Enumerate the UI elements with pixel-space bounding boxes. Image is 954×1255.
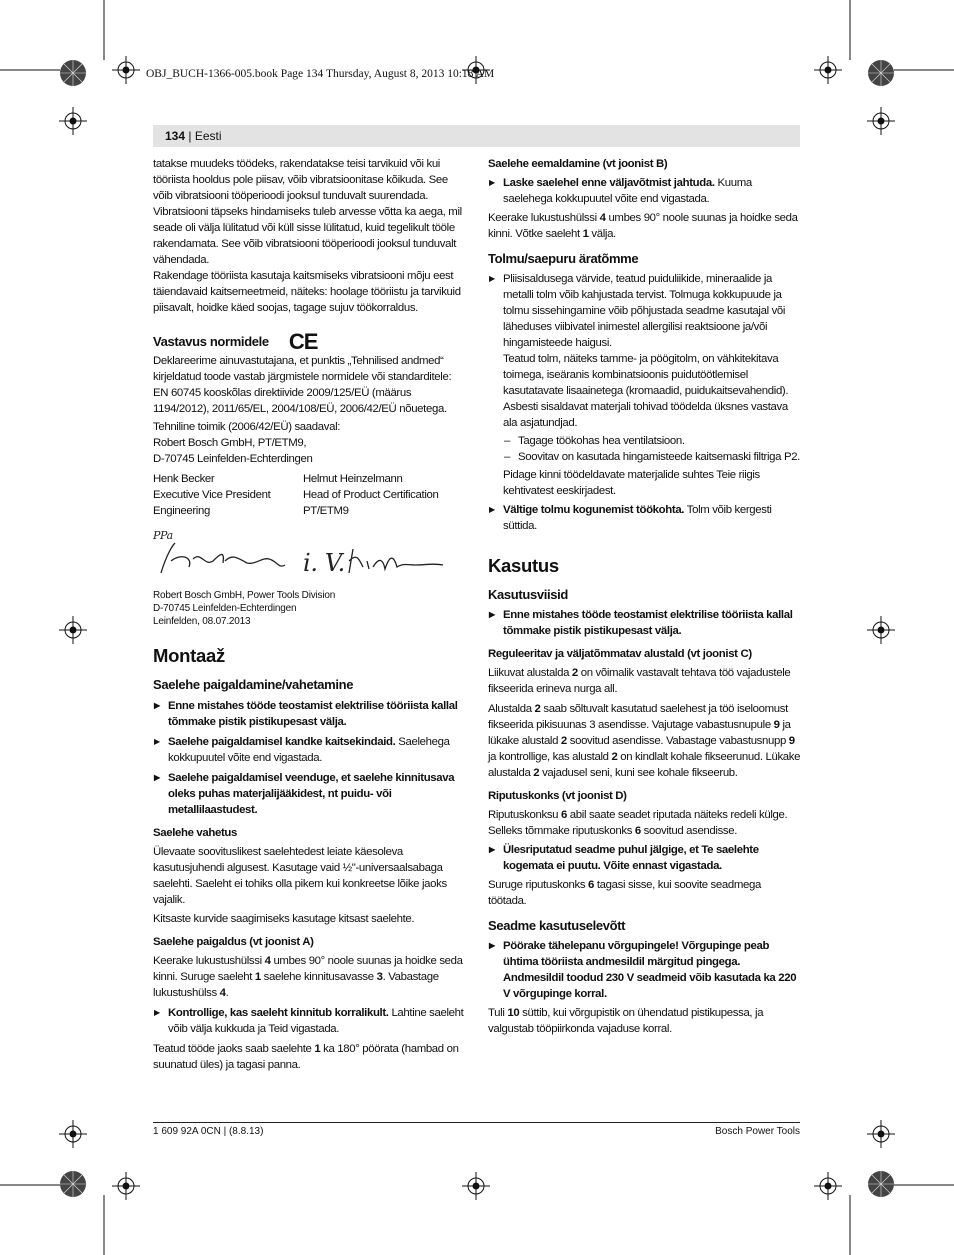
ppa-text: PPa [153, 529, 173, 542]
text-run: . Vabastage lukustushülss [153, 971, 439, 999]
warning-voltage: ▶ Pöörake tähelepanu võrgupingele! Võrgupinge peab ühtima tööriista andmesildil märgitud pingega. Andmesildil toodud 230 V seadmeid võib kasutada ka 220 V võrgupinge korral. [488, 938, 801, 1002]
warning-check-blade-rest: Lahtine saeleht võib välja kukkuda ja Teid vigastada. [168, 1007, 464, 1035]
warning-gloves [153, 734, 465, 766]
operation-modes-heading: Kasutusviisid [488, 587, 568, 602]
dust-tip-ventilation: – Tagage töökohas hea ventilatsioon. [488, 433, 801, 449]
text-run: Keerake lukustushülssi [153, 955, 265, 967]
text-run: süttib, kui võrgupistik on ühendatud pistikupessa, ja valgustab tööpiirkonda vajaduse korral. [488, 1007, 764, 1035]
header-bar [153, 125, 800, 147]
blade-install-heading: Saelehe paigaldamine/vahetamine [153, 677, 354, 692]
ref-num: 2 [571, 667, 578, 679]
text-run: vajadusel seni, kuni see kohale fikseerub. [539, 767, 738, 779]
warning-check-blade [153, 1005, 465, 1037]
warning-dust-bold: Vältige tolmu kogunemist töökohta. [503, 504, 685, 516]
intro-paragraph-2: Vibratsiooni täpseks hindamiseks tuleb arvesse võtta ka aega, mil seade oli välja lülitatud või küll sisse lülitatud, kuid tegelikult tööle rakendamata. See võib vibratsiooni tööperioodi jooksul tunduvalt vähendada. [153, 206, 462, 266]
signatory-right-dept: PT/ETM9 [303, 505, 349, 517]
text-run: soovitud asendisse. [640, 825, 738, 837]
blade-remove-heading: Saelehe eemaldamine (vt joonist B) [488, 158, 668, 170]
startup-heading: Seadme kasutuselevõtt [488, 918, 626, 933]
iv-text: i. V. [303, 549, 345, 577]
dust-extraction-heading: Tolmu/saepuru äratõmme [488, 251, 639, 266]
conformity-title: Vastavus normidele [153, 334, 269, 349]
blade-rotate-text [153, 1041, 465, 1073]
warning-cool-blade [488, 175, 801, 207]
intro-paragraph-1: tatakse muudeks töödeks, rakendatakse teisi tarvikuid või kui tööriista hooldus pole piisav, võib vibratsioonitase kõikuda. See võib vibratsiooni tööperioodi jooksul tunduvalt suurendada. [153, 158, 448, 202]
dust-carcinogen-text: Teatud tolm, näiteks tamme- ja pöögitolm, on vähkitekitava toimega, iseäranis kombinatsioonis puidutöötlemisel kasutatavate lisaainetega (kromaadid, puidukaitsevahendid). Asbesti sisaldavat materjali tohivad töödelda üksnes vastava ala asjatundjad. [503, 353, 789, 429]
dust-regulations: Pidage kinni töödeldavate materjalide suhtes Teie riigis kehtivatest eeskirjadest. [503, 469, 760, 497]
company-line-2: D-70745 Leinfelden-Echterdingen [153, 603, 297, 614]
warning-hook: ▶ Ülesriputatud seadme puhul jälgige, et Te saelehte kogemata ei puutu. Võite ennast vigastada. [488, 842, 801, 874]
page-number: 134 [165, 129, 186, 143]
blade-remove-text [488, 210, 801, 242]
ref-num: 10 [507, 1007, 520, 1019]
hook-text-1 [488, 807, 801, 839]
warning-cool-blade-bold: Laske saelehel enne väljavõtmist jahtuda. [503, 177, 715, 189]
company-line-1: Robert Bosch GmbH, Power Tools Division [153, 590, 336, 601]
text-run: umbes 90° noole suunas ja hoidke seda kinni. Võtke saeleht [488, 212, 798, 240]
text-run: . [225, 987, 229, 999]
signatory-right [303, 471, 453, 519]
text-run: Teatud tööde jaoks saab saelehte [153, 1043, 315, 1055]
signatory-left-name: Henk Becker [153, 473, 215, 485]
signatory-left [153, 471, 303, 519]
section-title-kasutus: Kasutus [488, 555, 559, 576]
text-run: saelehe kinnitusavasse [260, 971, 377, 983]
blade-change-text: Ülevaate soovituslikest saelehtedest leiate käesoleva kasutusjuhendi algusest. Kasutage vaid ½"-universaalsabaga saelehti. Saeleht ei tohiks olla pikem kui konkreetse lõike jaoks vajalik. [153, 846, 447, 906]
ref-num: 1 [254, 971, 261, 983]
warning-cool-blade-rest: Kuuma saelehega kokkupuutel võite end vigastada. [503, 177, 752, 205]
page-header [165, 129, 222, 143]
ref-num: 2 [611, 751, 618, 763]
text-run: Tuli [488, 1007, 508, 1019]
conformity-text: Deklareerime ainuvastutajana, et punktis „Tehnilised andmed“ kirjeldatud toode vastab järgmistele normidele või standarditele: EN 60745 kooskõlas direktiivide 2009/125/EÜ (määrus 1194/2012), 2011/65/EL, 2004/108/EÜ, 2006/42/EÜ nõuetega. [153, 355, 452, 415]
text-run: Suruge riputuskonks [488, 879, 589, 891]
footer-brand: Bosch Power Tools [715, 1126, 800, 1137]
ref-num: 3 [376, 971, 383, 983]
text-run: tagasi sisse, kui soovite seadmega töötada. [488, 879, 761, 907]
text-run: Keerake lukustushülssi [488, 212, 600, 224]
text-run: ka 180° pöörata (hambad on suunatud üles) ja tagasi panna. [153, 1043, 459, 1071]
ref-num: 6 [588, 879, 595, 891]
conformity-heading [153, 329, 465, 354]
text-run: umbes 90° noole suunas ja hoidke seda kinni. Suruge saeleht [153, 955, 463, 983]
left-column [153, 156, 465, 1073]
text-run: Riputuskonksu [488, 809, 561, 821]
warning-check-blade-bold: Kontrollige, kas saeleht kinnitub korralikult. [168, 1007, 389, 1019]
footer-doc-number: 1 609 92A 0CN | (8.8.13) [153, 1126, 264, 1137]
section-title-montaaz: Montaaž [153, 645, 225, 666]
ref-num: 4 [599, 212, 606, 224]
ref-num: 9 [788, 735, 795, 747]
hook-text-2 [488, 877, 801, 909]
text-run: abil saate seadet riputada näiteks redeli külge. Selleks tõmmake riputuskonks [488, 809, 788, 837]
header-language: Eesti [194, 129, 222, 143]
warning-clean-shank: ▶ Saelehe paigaldamisel veenduge, et saelehe kinnitusava oleks puhas materjalijääkidest, nt puidu- või metallilaastudest. [153, 770, 465, 818]
dust-tip-mask: – Soovitav on kasutada hingamisteede kaitsemaski filtriga P2. [488, 449, 801, 465]
text-run: ja kontrollige, kas alustald [488, 751, 612, 763]
techfile-line-2: Robert Bosch GmbH, PT/ETM9, [153, 437, 307, 449]
signatory-right-title: Head of Product Certification [303, 489, 439, 501]
base-plate-text-2 [488, 701, 801, 781]
base-plate-text-1 [488, 665, 801, 697]
ref-num: 4 [219, 987, 226, 999]
blade-change-text-2: Kitsaste kurvide saagimiseks kasutage kitsast saelehte. [153, 913, 415, 925]
hook-heading: Riputuskonks (vt joonist D) [488, 790, 627, 802]
ref-num: 4 [264, 955, 271, 967]
text-run: välja. [588, 228, 616, 240]
ref-num: 6 [560, 809, 567, 821]
techfile-line-3: D-70745 Leinfelden-Echterdingen [153, 453, 313, 465]
ref-num: 2 [533, 767, 540, 779]
blade-change-heading: Saelehe vahetus [153, 827, 238, 839]
ref-num: 6 [634, 825, 641, 837]
signatory-left-dept: Engineering [153, 505, 210, 517]
text-run: saab sõltuvalt kasutatud saelehest ja töö iseloomust fikseerida pikisuunas 3 asendisse. Vajutage vabastusnupule [488, 703, 788, 731]
text-run: on kindlalt kohale fikseerunud. Lükake alustalda [488, 751, 801, 779]
text-run: ja lükake alustald [488, 719, 791, 747]
ref-num: 2 [534, 703, 541, 715]
text-run: soovitud asendisse. Vabastage vabastusnupp [566, 735, 789, 747]
signatories [153, 471, 465, 519]
book-slug: OBJ_BUCH-1366-005.book Page 134 Thursday, August 8, 2013 10:18 AM [146, 68, 495, 80]
ref-num: 9 [773, 719, 780, 731]
header-separator: | [185, 129, 195, 143]
company-address [153, 589, 465, 628]
light-text [488, 1005, 801, 1037]
ref-num: 1 [582, 228, 589, 240]
signatory-left-title: Executive Vice President [153, 489, 271, 501]
signatory-right-name: Helmut Heinzelmann [303, 473, 403, 485]
base-plate-heading: Reguleeritav ja väljatõmmatav alustald (vt joonist C) [488, 648, 752, 660]
text-run: Alustalda [488, 703, 535, 715]
blade-install-fig-a-heading: Saelehe paigaldus (vt joonist A) [153, 936, 314, 948]
ref-num: 1 [314, 1043, 321, 1055]
text-run: Liikuvat alustalda [488, 667, 572, 679]
warning-unplug-2: ▶ Enne mistahes tööde teostamist elektrilise tööriista kallal tõmmake pistik pistikupesast välja. [488, 607, 801, 639]
techfile-line-1: Tehniline toimik (2006/42/EÜ) saadaval: [153, 421, 341, 433]
warning-gloves-rest: Saelehega kokkupuutel võite end vigastada. [168, 736, 450, 764]
ref-num: 2 [560, 735, 567, 747]
intro-paragraph-3: Rakendage tööriista kasutaja kaitsmiseks vibratsiooni mõju eest täiendavaid kaitsemeetmeid, näiteks: hoolage tööriistu ja tarvikuid piisavalt, hoidke käed soojas, tagage sujuv töökorraldus. [153, 270, 461, 314]
company-line-3: Leinfelden, 08.07.2013 [153, 616, 251, 627]
ce-mark-icon: CE [288, 329, 318, 354]
dust-health-warning: ▶ Pliisisaldusega värvide, teatud puiduliikide, mineraalide ja metalli tolm võib kahjustada tervist. Tolmuga kokkupuude ja tolmu sissehingamine võib põhjustada seadme kasutajal või läheduses viibivatel inimestel allergilisi reaktsioone ja/või hingamisteede haigusi. [488, 271, 801, 351]
warning-dust-rest: Tolm võib kergesti süttida. [503, 504, 772, 532]
handwritten-signatures [153, 523, 453, 581]
blade-install-text [153, 953, 465, 1001]
warning-dust-accumulation [488, 502, 801, 534]
warning-unplug: ▶ Enne mistahes tööde teostamist elektrilise tööriista kallal tõmmake pistik pistikupesast välja. [153, 698, 465, 730]
footer-rule [153, 1122, 800, 1123]
text-run: on võimalik vastavalt tehtava töö vajadustele fikseerida erineva nurga all. [488, 667, 791, 695]
right-column [488, 156, 801, 1037]
warning-gloves-bold: Saelehe paigaldamisel kandke kaitsekindaid. [168, 736, 396, 748]
